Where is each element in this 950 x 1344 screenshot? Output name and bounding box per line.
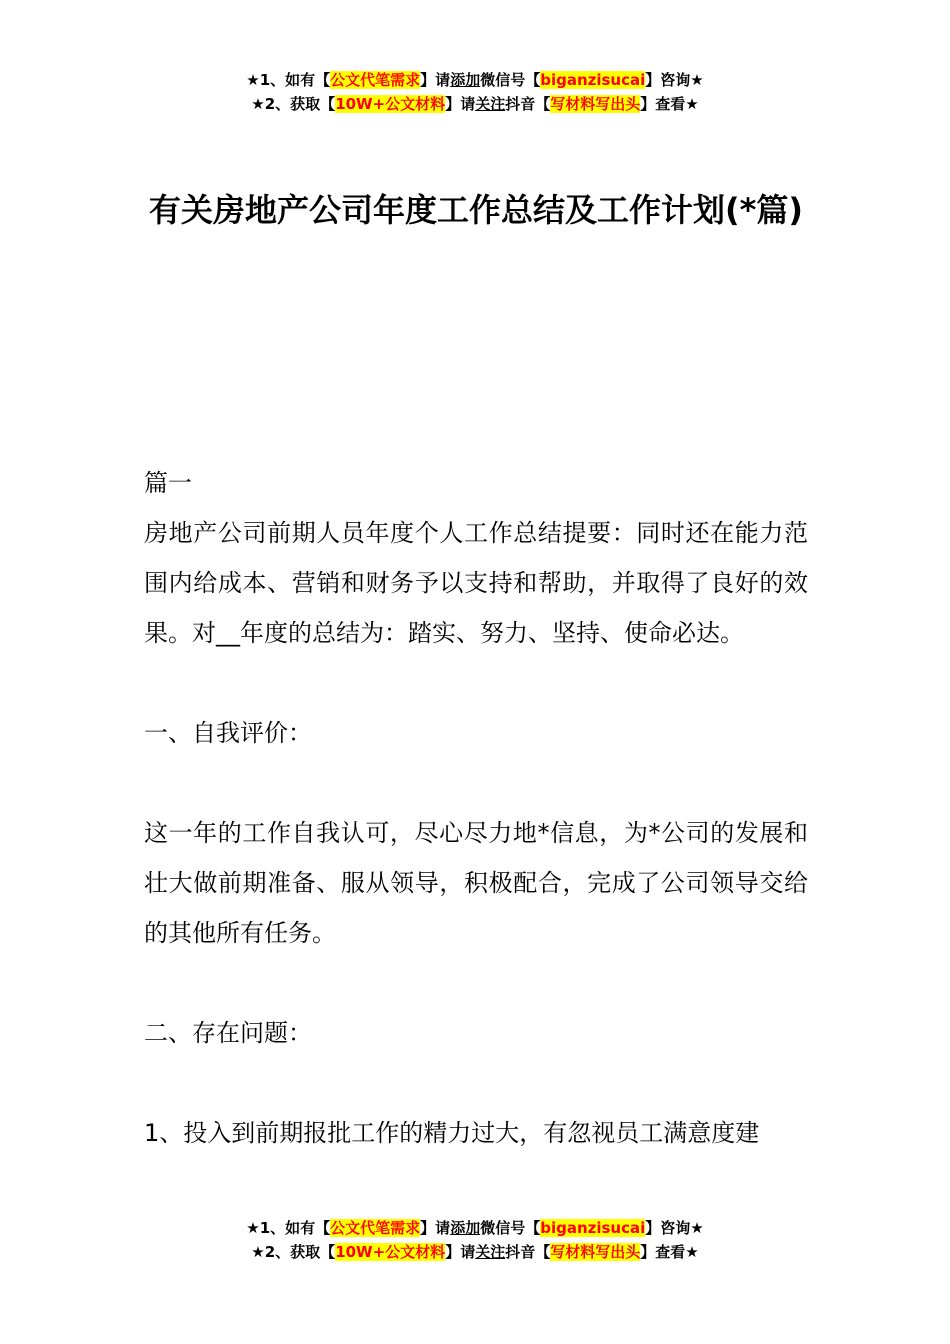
promo-highlight: 写材料写出头	[550, 95, 641, 113]
promo-underlined: 添加	[450, 1219, 481, 1237]
promo-highlight: biganzisucai	[540, 1219, 646, 1237]
section-label: 篇一	[144, 469, 192, 497]
promo-highlight: 写材料写出头	[550, 1243, 641, 1261]
promo-text: 抖音【	[505, 1243, 551, 1261]
promo-underlined: 关注	[475, 95, 506, 113]
promo-highlight: 公文代笔需求	[330, 1219, 421, 1237]
promo-highlight: 公文代笔需求	[330, 71, 421, 89]
promo-line-2	[0, 92, 950, 116]
heading-problems: 二、存在问题：	[144, 1019, 312, 1047]
promo-text: ★1、如有【	[246, 71, 331, 89]
promo-text: ★2、获取【	[251, 1243, 336, 1261]
promo-line-2	[0, 1240, 950, 1264]
promo-line-1	[0, 1216, 950, 1240]
problem-item-1: 1、投入到前期报批工作的精力过大，有忽视员工满意度建	[144, 1119, 760, 1147]
self-evaluation-paragraph: 这一年的工作自我认可，尽心尽力地*信息，为*公司的发展和壮大做前期准备、服从领导，积极配合，完成了公司领导交给的其他所有任务。	[144, 819, 808, 947]
promo-highlight: 10W+公文材料	[335, 95, 446, 113]
promo-text: 微信号【	[480, 1219, 541, 1237]
promo-text: 】查看★	[640, 95, 699, 113]
promo-text: 】咨询★	[645, 71, 704, 89]
document-body	[144, 458, 808, 1158]
promo-highlight: 10W+公文材料	[335, 1243, 446, 1261]
promo-text: 】咨询★	[645, 1219, 704, 1237]
promo-text: ★1、如有【	[246, 1219, 331, 1237]
promo-text: 】查看★	[640, 1243, 699, 1261]
promo-banner-top	[0, 68, 950, 116]
promo-text: 】请	[420, 71, 451, 89]
promo-banner-bottom	[0, 1216, 950, 1264]
promo-text: 抖音【	[505, 95, 551, 113]
promo-text: 】请	[445, 95, 476, 113]
promo-text: 微信号【	[480, 71, 541, 89]
promo-line-1	[0, 68, 950, 92]
promo-text: 】请	[420, 1219, 451, 1237]
promo-underlined: 关注	[475, 1243, 506, 1261]
promo-text: 】请	[445, 1243, 476, 1261]
document-title: 有关房地产公司年度工作总结及工作计划(*篇)	[149, 191, 803, 229]
promo-highlight: biganzisucai	[540, 71, 646, 89]
promo-text: ★2、获取【	[251, 95, 336, 113]
promo-underlined: 添加	[450, 71, 481, 89]
heading-self-evaluation: 一、自我评价：	[144, 719, 312, 747]
intro-paragraph: 房地产公司前期人员年度个人工作总结提要：同时还在能力范围内给成本、营销和财务予以支持和帮助，并取得了良好的效果。对__年度的总结为：踏实、努力、坚持、使命必达。	[144, 519, 808, 647]
